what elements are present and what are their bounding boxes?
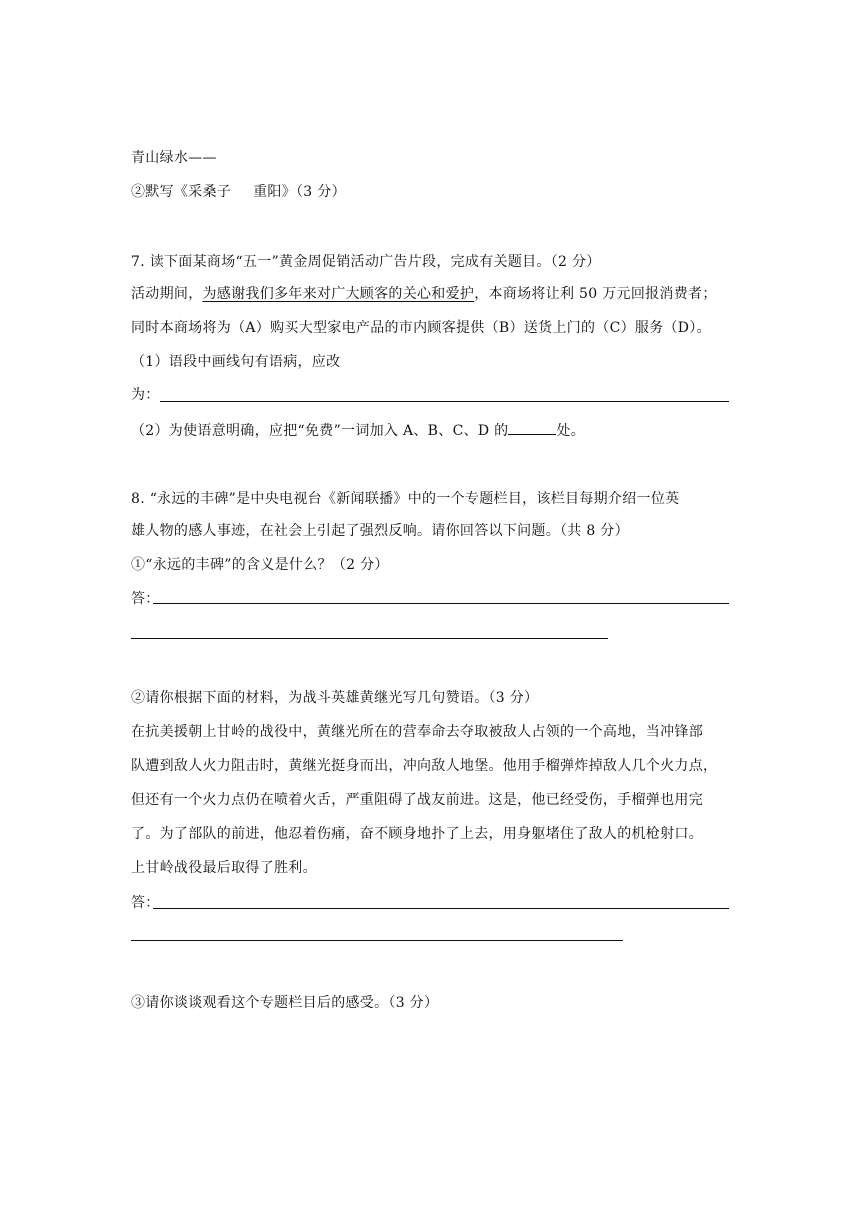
material-line: 上甘岭战役最后取得了胜利。 (131, 860, 317, 876)
q7-sub2-text-end: 处。 (556, 423, 586, 439)
material-line: 了。为了部队的前进，他忍着伤痛，奋不顾身地扑了上去，用身躯堵住了敌人的机枪射口。 (131, 826, 703, 842)
material-line: 在抗美援朝上甘岭的战役中，黄继光所在的营奉命去夺取被敌人占领的一个高地，当冲锋部 (131, 724, 703, 740)
q8-sub1-answer-prefix: 答： (131, 591, 160, 607)
q8-sub2-answer-line-2[interactable] (131, 940, 623, 941)
q8-title-line-1: 8. “永远的丰碑”是中央电视台《新闻联播》中的一个专题栏目，该栏目每期介绍一位英 (131, 491, 680, 507)
q7-passage-text: ，本商场将让利 50 万元回报消费者； (474, 286, 717, 302)
q7-sub1-answer-prefix: 为： (131, 387, 160, 403)
q8-sub2: ②请你根据下面的材料，为战斗英雄黄继光写几句赞语。（3 分） (131, 690, 539, 706)
q7-passage-line-2: 同时本商场将为（A）购买大型家电产品的市内顾客提供（B）送货上门的（C）服务（D）。 (131, 320, 711, 336)
q7-title: 7. 读下面某商场“五一”黄金周促销活动广告片段，完成有关题目。（2 分） (131, 254, 601, 270)
q7-sub2-text: （2）为使语意明确，应把“免费”一词加入 A、B、C、D 的 (131, 423, 509, 439)
q8-sub2-answer-line-1[interactable] (153, 908, 729, 909)
dictation-prompt (131, 182, 346, 202)
poem-line-qingshanlvshui: 青山绿水—— (131, 150, 217, 166)
q7-sub2-blank[interactable] (508, 420, 556, 435)
q7-passage-line-1 (131, 284, 717, 304)
q7-sub2 (131, 420, 585, 441)
q8-title-line-2: 雄人物的感人事迹，在社会上引起了强烈反响。请你回答以下问题。（共 8 分） (131, 523, 629, 539)
q7-passage-text: 活动期间， (131, 286, 203, 302)
q7-sub1-answer-line[interactable] (160, 401, 729, 402)
material-line: 队遭到敌人火力阻击时，黄继光挺身而出，冲向敌人地堡。他用手榴弹炸掉敌人几个火力点， (131, 758, 718, 774)
dictation-prompt-b: 重阳》（3 分） (253, 184, 346, 200)
dictation-prompt-a: ②默写《采桑子 (131, 184, 232, 200)
q8-sub3: ③请你谈谈观看这个专题栏目后的感受。（3 分） (131, 995, 439, 1011)
q8-sub1-answer-line-1[interactable] (153, 603, 729, 604)
q7-underlined-sentence: 为感谢我们多年来对广大顾客的关心和爱护 (202, 286, 475, 302)
q7-sub1: （1）语段中画线句有语病，应改 (131, 354, 341, 370)
material-line: 但还有一个火力点仍在喷着火舌，严重阻碍了战友前进。这是，他已经受伤，手榴弹也用完 (131, 792, 703, 808)
q8-sub2-answer-prefix: 答： (131, 895, 160, 911)
q8-sub1-answer-line-2[interactable] (131, 638, 608, 639)
q8-sub1: ①“永远的丰碑”的含义是什么？（2 分） (131, 557, 389, 573)
